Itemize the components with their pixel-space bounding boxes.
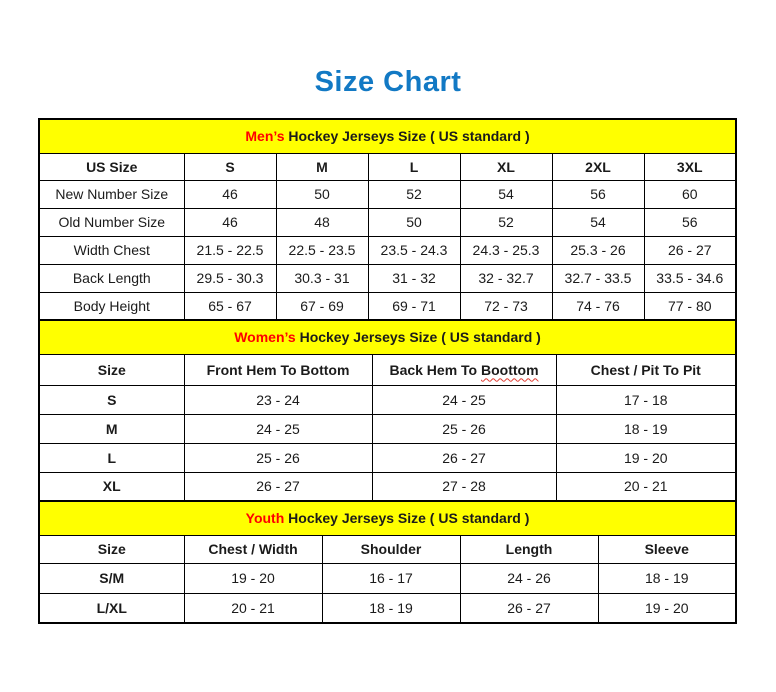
size-value-cell: 26 - 27 bbox=[460, 593, 598, 623]
size-value-cell: 52 bbox=[460, 208, 552, 236]
size-value-cell: 16 - 17 bbox=[322, 563, 460, 593]
youth-banner-text: Hockey Jerseys Size ( US standard ) bbox=[284, 510, 530, 527]
size-value-cell: 72 - 73 bbox=[460, 292, 552, 320]
size-value-cell: 29.5 - 30.3 bbox=[184, 264, 276, 292]
row-label: Width Chest bbox=[39, 236, 184, 264]
womens-column-header bbox=[372, 354, 556, 385]
youth-banner-highlight: Youth bbox=[245, 510, 285, 527]
size-value-cell: 18 - 19 bbox=[322, 593, 460, 623]
size-value-cell: 24 - 25 bbox=[372, 385, 556, 414]
size-value-cell: 23 - 24 bbox=[184, 385, 372, 414]
size-tables-container bbox=[38, 118, 737, 624]
size-value-cell: 25.3 - 26 bbox=[552, 236, 644, 264]
size-value-cell: 32 - 32.7 bbox=[460, 264, 552, 292]
row-label: L/XL bbox=[39, 593, 184, 623]
youth-banner-row bbox=[39, 501, 736, 535]
size-value-cell: 25 - 26 bbox=[372, 414, 556, 443]
mens-column-header: 2XL bbox=[552, 153, 644, 180]
womens-size-table bbox=[38, 319, 737, 502]
size-value-cell: 19 - 20 bbox=[184, 563, 322, 593]
table-row bbox=[39, 236, 736, 264]
mens-column-header: XL bbox=[460, 153, 552, 180]
youth-banner bbox=[39, 501, 736, 535]
size-value-cell: 18 - 19 bbox=[556, 414, 736, 443]
size-value-cell: 20 - 21 bbox=[556, 472, 736, 501]
size-value-cell: 54 bbox=[460, 180, 552, 208]
row-label: New Number Size bbox=[39, 180, 184, 208]
size-value-cell: 65 - 67 bbox=[184, 292, 276, 320]
size-value-cell: 23.5 - 24.3 bbox=[368, 236, 460, 264]
womens-banner-row bbox=[39, 320, 736, 354]
table-row bbox=[39, 443, 736, 472]
table-row bbox=[39, 180, 736, 208]
table-row bbox=[39, 208, 736, 236]
womens-header-row bbox=[39, 354, 736, 385]
row-label: XL bbox=[39, 472, 184, 501]
size-value-cell: 26 - 27 bbox=[644, 236, 736, 264]
table-row bbox=[39, 385, 736, 414]
table-row bbox=[39, 593, 736, 623]
youth-column-header: Sleeve bbox=[598, 535, 736, 563]
size-value-cell: 46 bbox=[184, 208, 276, 236]
row-label: Body Height bbox=[39, 292, 184, 320]
size-value-cell: 56 bbox=[644, 208, 736, 236]
row-label: Back Length bbox=[39, 264, 184, 292]
size-value-cell: 24 - 25 bbox=[184, 414, 372, 443]
size-value-cell: 74 - 76 bbox=[552, 292, 644, 320]
table-row bbox=[39, 264, 736, 292]
size-value-cell: 20 - 21 bbox=[184, 593, 322, 623]
size-value-cell: 22.5 - 23.5 bbox=[276, 236, 368, 264]
table-row bbox=[39, 563, 736, 593]
mens-column-header: M bbox=[276, 153, 368, 180]
size-value-cell: 67 - 69 bbox=[276, 292, 368, 320]
size-value-cell: 33.5 - 34.6 bbox=[644, 264, 736, 292]
table-row bbox=[39, 292, 736, 320]
misspelled-word: Boottom bbox=[481, 361, 539, 378]
page-title: Size Chart bbox=[314, 66, 462, 98]
mens-banner-text: Hockey Jerseys Size ( US standard ) bbox=[284, 128, 530, 145]
size-value-cell: 32.7 - 33.5 bbox=[552, 264, 644, 292]
size-value-cell: 26 - 27 bbox=[184, 472, 372, 501]
size-value-cell: 19 - 20 bbox=[556, 443, 736, 472]
size-value-cell: 56 bbox=[552, 180, 644, 208]
mens-column-header: US Size bbox=[39, 153, 184, 180]
youth-size-table bbox=[38, 500, 737, 624]
size-value-cell: 18 - 19 bbox=[598, 563, 736, 593]
size-value-cell: 50 bbox=[368, 208, 460, 236]
size-value-cell: 52 bbox=[368, 180, 460, 208]
size-value-cell: 60 bbox=[644, 180, 736, 208]
size-value-cell: 30.3 - 31 bbox=[276, 264, 368, 292]
size-value-cell: 25 - 26 bbox=[184, 443, 372, 472]
table-row bbox=[39, 472, 736, 501]
table-row bbox=[39, 414, 736, 443]
size-value-cell: 24.3 - 25.3 bbox=[460, 236, 552, 264]
size-value-cell: 54 bbox=[552, 208, 644, 236]
youth-column-header: Chest / Width bbox=[184, 535, 322, 563]
youth-header-row bbox=[39, 535, 736, 563]
size-value-cell: 48 bbox=[276, 208, 368, 236]
womens-column-header: Chest / Pit To Pit bbox=[556, 354, 736, 385]
size-value-cell: 46 bbox=[184, 180, 276, 208]
size-value-cell: 77 - 80 bbox=[644, 292, 736, 320]
womens-banner-highlight: Women’s bbox=[234, 329, 296, 346]
size-value-cell: 17 - 18 bbox=[556, 385, 736, 414]
row-label: M bbox=[39, 414, 184, 443]
size-value-cell: 19 - 20 bbox=[598, 593, 736, 623]
womens-column-header: Size bbox=[39, 354, 184, 385]
youth-column-header: Length bbox=[460, 535, 598, 563]
mens-banner-row bbox=[39, 119, 736, 153]
mens-column-header: S bbox=[184, 153, 276, 180]
mens-banner-highlight: Men’s bbox=[245, 128, 285, 145]
womens-column-header: Front Hem To Bottom bbox=[184, 354, 372, 385]
mens-banner bbox=[39, 119, 736, 153]
youth-column-header: Shoulder bbox=[322, 535, 460, 563]
header-text: Back Hem To bbox=[389, 361, 481, 378]
mens-column-header: 3XL bbox=[644, 153, 736, 180]
row-label: S/M bbox=[39, 563, 184, 593]
mens-column-header: L bbox=[368, 153, 460, 180]
size-value-cell: 69 - 71 bbox=[368, 292, 460, 320]
size-value-cell: 31 - 32 bbox=[368, 264, 460, 292]
row-label: Old Number Size bbox=[39, 208, 184, 236]
row-label: S bbox=[39, 385, 184, 414]
mens-size-table bbox=[38, 118, 737, 321]
womens-banner bbox=[39, 320, 736, 354]
size-value-cell: 21.5 - 22.5 bbox=[184, 236, 276, 264]
size-value-cell: 27 - 28 bbox=[372, 472, 556, 501]
mens-header-row bbox=[39, 153, 736, 180]
youth-column-header: Size bbox=[39, 535, 184, 563]
size-value-cell: 50 bbox=[276, 180, 368, 208]
womens-banner-text: Hockey Jerseys Size ( US standard ) bbox=[295, 329, 541, 346]
size-value-cell: 26 - 27 bbox=[372, 443, 556, 472]
row-label: L bbox=[39, 443, 184, 472]
size-value-cell: 24 - 26 bbox=[460, 563, 598, 593]
